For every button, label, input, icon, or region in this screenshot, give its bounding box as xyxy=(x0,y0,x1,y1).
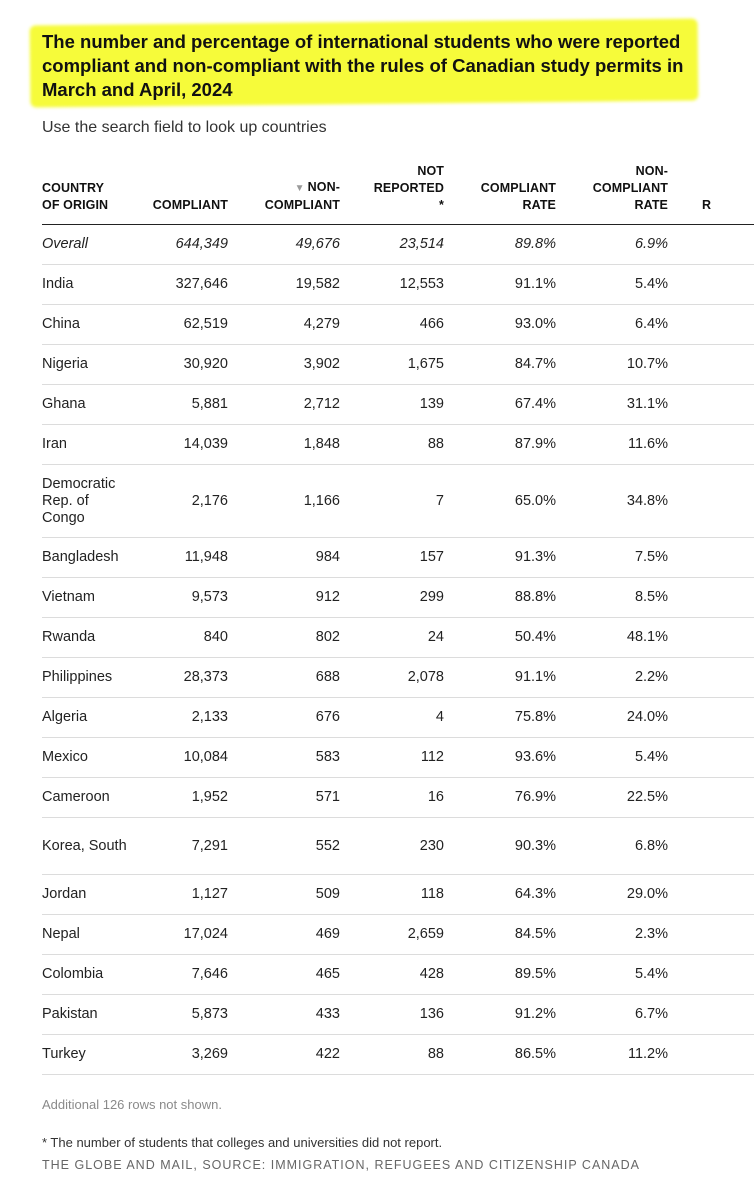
cell-clipped xyxy=(668,578,754,618)
cell-clipped xyxy=(668,995,754,1035)
cell-country: India xyxy=(42,265,130,305)
cell-compliant-rate: 91.1% xyxy=(444,265,556,305)
cell-non-compliant-rate: 11.2% xyxy=(556,1035,668,1075)
cell-compliant-rate: 50.4% xyxy=(444,618,556,658)
cell-non-compliant-rate: 5.4% xyxy=(556,738,668,778)
cell-compliant-rate: 93.0% xyxy=(444,305,556,345)
cell-non-compliant: 688 xyxy=(228,658,340,698)
cell-compliant: 62,519 xyxy=(130,305,228,345)
cell-not-reported: 88 xyxy=(340,1035,444,1075)
cell-compliant: 17,024 xyxy=(130,915,228,955)
cell-non-compliant: 676 xyxy=(228,698,340,738)
cell-compliant: 2,133 xyxy=(130,698,228,738)
cell-non-compliant: 571 xyxy=(228,778,340,818)
cell-non-compliant: 422 xyxy=(228,1035,340,1075)
cell-non-compliant-rate: 29.0% xyxy=(556,875,668,915)
cell-compliant-rate: 89.8% xyxy=(444,225,556,265)
cell-compliant: 5,873 xyxy=(130,995,228,1035)
cell-country: Algeria xyxy=(42,698,130,738)
cell-compliant: 5,881 xyxy=(130,385,228,425)
cell-compliant-rate: 91.1% xyxy=(444,658,556,698)
table-row xyxy=(42,425,754,465)
cell-non-compliant: 912 xyxy=(228,578,340,618)
cell-compliant-rate: 86.5% xyxy=(444,1035,556,1075)
cell-clipped xyxy=(668,658,754,698)
cell-compliant-rate: 88.8% xyxy=(444,578,556,618)
source-credit: THE GLOBE AND MAIL, SOURCE: IMMIGRATION, REFUGEES AND CITIZENSHIP CANADA xyxy=(42,1158,641,1172)
cell-clipped xyxy=(668,618,754,658)
cell-not-reported: 23,514 xyxy=(340,225,444,265)
cell-country: Korea, South xyxy=(42,818,130,875)
cell-compliant-rate: 64.3% xyxy=(444,875,556,915)
cell-non-compliant: 802 xyxy=(228,618,340,658)
cell-non-compliant-rate: 22.5% xyxy=(556,778,668,818)
cell-non-compliant: 19,582 xyxy=(228,265,340,305)
cell-non-compliant: 49,676 xyxy=(228,225,340,265)
table-header-row xyxy=(42,163,754,225)
table-row xyxy=(42,578,754,618)
cell-clipped xyxy=(668,225,754,265)
cell-non-compliant-rate: 34.8% xyxy=(556,465,668,538)
cell-compliant-rate: 67.4% xyxy=(444,385,556,425)
header-compliant[interactable]: COMPLIANT xyxy=(130,163,228,225)
cell-compliant: 644,349 xyxy=(130,225,228,265)
table-row xyxy=(42,818,754,875)
cell-not-reported: 12,553 xyxy=(340,265,444,305)
cell-compliant-rate: 93.6% xyxy=(444,738,556,778)
cell-not-reported: 24 xyxy=(340,618,444,658)
cell-country: Nigeria xyxy=(42,345,130,385)
cell-clipped xyxy=(668,385,754,425)
cell-compliant: 327,646 xyxy=(130,265,228,305)
table-row xyxy=(42,538,754,578)
cell-country: Ghana xyxy=(42,385,130,425)
cell-country: Turkey xyxy=(42,1035,130,1075)
cell-non-compliant: 583 xyxy=(228,738,340,778)
cell-clipped xyxy=(668,698,754,738)
cell-compliant: 9,573 xyxy=(130,578,228,618)
cell-country: Philippines xyxy=(42,658,130,698)
table-row xyxy=(42,345,754,385)
cell-country: Democratic Rep. of Congo xyxy=(42,465,130,538)
cell-clipped xyxy=(668,818,754,875)
cell-non-compliant-rate: 6.8% xyxy=(556,818,668,875)
cell-not-reported: 1,675 xyxy=(340,345,444,385)
cell-compliant-rate: 90.3% xyxy=(444,818,556,875)
cell-compliant: 1,952 xyxy=(130,778,228,818)
cell-not-reported: 139 xyxy=(340,385,444,425)
sort-descending-icon: ▼ xyxy=(294,183,305,194)
cell-non-compliant: 509 xyxy=(228,875,340,915)
cell-non-compliant: 465 xyxy=(228,955,340,995)
cell-clipped xyxy=(668,265,754,305)
cell-compliant: 30,920 xyxy=(130,345,228,385)
cell-compliant-rate: 65.0% xyxy=(444,465,556,538)
table-row xyxy=(42,995,754,1035)
cell-compliant: 28,373 xyxy=(130,658,228,698)
cell-country: Pakistan xyxy=(42,995,130,1035)
cell-compliant: 11,948 xyxy=(130,538,228,578)
cell-clipped xyxy=(668,738,754,778)
cell-non-compliant-rate: 6.7% xyxy=(556,995,668,1035)
table-row xyxy=(42,618,754,658)
table-row xyxy=(42,265,754,305)
table-row xyxy=(42,955,754,995)
cell-not-reported: 466 xyxy=(340,305,444,345)
table-row xyxy=(42,915,754,955)
cell-clipped xyxy=(668,538,754,578)
cell-non-compliant-rate: 5.4% xyxy=(556,265,668,305)
cell-non-compliant: 2,712 xyxy=(228,385,340,425)
cell-not-reported: 2,659 xyxy=(340,915,444,955)
cell-non-compliant-rate: 6.4% xyxy=(556,305,668,345)
cell-clipped xyxy=(668,778,754,818)
table-row xyxy=(42,778,754,818)
cell-not-reported: 428 xyxy=(340,955,444,995)
cell-compliant: 1,127 xyxy=(130,875,228,915)
cell-not-reported: 4 xyxy=(340,698,444,738)
table-row xyxy=(42,875,754,915)
cell-non-compliant: 1,848 xyxy=(228,425,340,465)
cell-compliant: 840 xyxy=(130,618,228,658)
cell-not-reported: 16 xyxy=(340,778,444,818)
cell-non-compliant: 1,166 xyxy=(228,465,340,538)
cell-not-reported: 88 xyxy=(340,425,444,465)
cell-clipped xyxy=(668,955,754,995)
table-row xyxy=(42,465,754,538)
cell-clipped xyxy=(668,425,754,465)
cell-not-reported: 2,078 xyxy=(340,658,444,698)
cell-compliant-rate: 91.2% xyxy=(444,995,556,1035)
compliance-table xyxy=(42,163,754,1075)
cell-compliant-rate: 84.5% xyxy=(444,915,556,955)
cell-compliant-rate: 75.8% xyxy=(444,698,556,738)
cell-compliant: 10,084 xyxy=(130,738,228,778)
cell-country: Bangladesh xyxy=(42,538,130,578)
cell-non-compliant-rate: 24.0% xyxy=(556,698,668,738)
header-country[interactable]: COUNTRY OF ORIGIN xyxy=(42,163,130,225)
cell-country: Nepal xyxy=(42,915,130,955)
table-row xyxy=(42,385,754,425)
table-row xyxy=(42,658,754,698)
cell-compliant-rate: 84.7% xyxy=(444,345,556,385)
cell-not-reported: 299 xyxy=(340,578,444,618)
page-title: The number and percentage of international students who were reported compliant and non-compliant with the rules of Canadian study permits in March and April, 2024 xyxy=(42,31,684,100)
cell-compliant: 7,291 xyxy=(130,818,228,875)
cell-compliant-rate: 91.3% xyxy=(444,538,556,578)
cell-clipped xyxy=(668,1035,754,1075)
table-row xyxy=(42,698,754,738)
cell-clipped xyxy=(668,875,754,915)
cell-country: China xyxy=(42,305,130,345)
cell-clipped xyxy=(668,345,754,385)
cell-non-compliant-rate: 6.9% xyxy=(556,225,668,265)
cell-non-compliant: 552 xyxy=(228,818,340,875)
cell-compliant: 14,039 xyxy=(130,425,228,465)
cell-compliant: 2,176 xyxy=(130,465,228,538)
cell-clipped xyxy=(668,915,754,955)
cell-country: Rwanda xyxy=(42,618,130,658)
cell-non-compliant-rate: 48.1% xyxy=(556,618,668,658)
cell-non-compliant: 3,902 xyxy=(228,345,340,385)
cell-non-compliant: 469 xyxy=(228,915,340,955)
data-table-container[interactable] xyxy=(42,163,754,1075)
cell-non-compliant: 4,279 xyxy=(228,305,340,345)
cell-country: Iran xyxy=(42,425,130,465)
table-row xyxy=(42,738,754,778)
cell-non-compliant-rate: 5.4% xyxy=(556,955,668,995)
cell-non-compliant: 433 xyxy=(228,995,340,1035)
cell-country: Vietnam xyxy=(42,578,130,618)
cell-not-reported: 112 xyxy=(340,738,444,778)
cell-non-compliant-rate: 31.1% xyxy=(556,385,668,425)
subtitle: Use the search field to look up countries xyxy=(42,119,327,136)
header-next-column[interactable]: R xyxy=(668,163,754,225)
cell-non-compliant-rate: 10.7% xyxy=(556,345,668,385)
cell-not-reported: 230 xyxy=(340,818,444,875)
cell-non-compliant: 984 xyxy=(228,538,340,578)
table-row xyxy=(42,1035,754,1075)
header-not-reported[interactable]: NOT REPORTED * xyxy=(340,163,444,225)
cell-compliant: 3,269 xyxy=(130,1035,228,1075)
header-non-compliant[interactable]: ▼ NON- COMPLIANT xyxy=(228,163,340,225)
cell-compliant: 7,646 xyxy=(130,955,228,995)
cell-clipped xyxy=(668,305,754,345)
cell-country: Jordan xyxy=(42,875,130,915)
footnote: * The number of students that colleges and universities did not report. xyxy=(42,1135,443,1150)
header-compliant-rate[interactable]: COMPLIANT RATE xyxy=(444,163,556,225)
cell-country: Mexico xyxy=(42,738,130,778)
cell-not-reported: 7 xyxy=(340,465,444,538)
cell-non-compliant-rate: 2.2% xyxy=(556,658,668,698)
cell-compliant-rate: 89.5% xyxy=(444,955,556,995)
header-non-compliant-rate[interactable]: NON- COMPLIANT RATE xyxy=(556,163,668,225)
cell-not-reported: 157 xyxy=(340,538,444,578)
cell-country: Colombia xyxy=(42,955,130,995)
cell-not-reported: 118 xyxy=(340,875,444,915)
cell-non-compliant-rate: 2.3% xyxy=(556,915,668,955)
cell-country: Overall xyxy=(42,225,130,265)
cell-non-compliant-rate: 8.5% xyxy=(556,578,668,618)
cell-compliant-rate: 87.9% xyxy=(444,425,556,465)
cell-not-reported: 136 xyxy=(340,995,444,1035)
additional-rows-note: Additional 126 rows not shown. xyxy=(42,1097,222,1112)
cell-non-compliant-rate: 11.6% xyxy=(556,425,668,465)
cell-clipped xyxy=(668,465,754,538)
cell-country: Cameroon xyxy=(42,778,130,818)
cell-compliant-rate: 76.9% xyxy=(444,778,556,818)
cell-non-compliant-rate: 7.5% xyxy=(556,538,668,578)
table-row-overall xyxy=(42,225,754,265)
table-row xyxy=(42,305,754,345)
